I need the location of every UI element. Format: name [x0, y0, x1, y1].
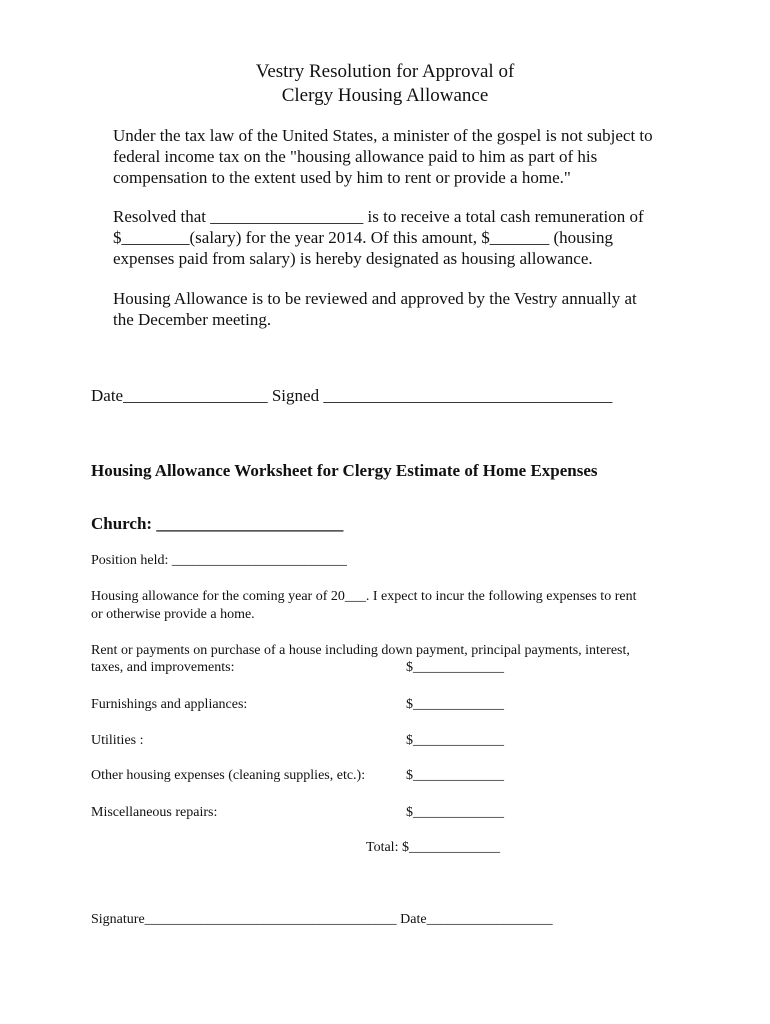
expense-amount-field[interactable]: $_____________ [406, 660, 504, 675]
review-line-1: Housing Allowance is to be reviewed and approved by the Vestry annually at [113, 289, 637, 308]
intro-line-1: Under the tax law of the United States, a minister of the gospel is not subject to [113, 126, 653, 145]
expense-amount-field[interactable]: $_____________ [406, 768, 504, 783]
expense-amount-field[interactable]: $_____________ [406, 697, 504, 712]
intro-line-2: federal income tax on the "housing allowance paid to him as part of his [113, 147, 598, 166]
intro-line-3: compensation to the extent used by him to rent or provide a home." [113, 168, 571, 187]
rent-line-1: Rent or payments on purchase of a house including down payment, principal payments, interest, [91, 643, 630, 658]
resolved-line-3: expenses paid from salary) is hereby designated as housing allowance. [113, 249, 593, 268]
church-field[interactable]: Church: ______________________ [91, 514, 344, 533]
resolved-line-1: Resolved that __________________ is to receive a total cash remuneration of [113, 207, 644, 226]
worksheet-heading: Housing Allowance Worksheet for Clergy Estimate of Home Expenses [91, 461, 598, 480]
title-line-2: Clergy Housing Allowance [281, 85, 489, 106]
review-line-2: the December meeting. [113, 310, 272, 329]
expense-label: Utilities : [91, 733, 144, 748]
expense-label: Other housing expenses (cleaning supplies, etc.): [91, 768, 366, 783]
signature-date-line[interactable]: Signature____________________________________ Date__________________ [91, 912, 553, 927]
expense-label: taxes, and improvements: [91, 660, 235, 675]
total-field[interactable]: Total: $_____________ [366, 840, 500, 855]
worksheet-intro-line-1: Housing allowance for the coming year of 20___. I expect to incur the following expenses to rent [91, 589, 637, 604]
date-signed-line[interactable]: Date_________________ Signed __________________________________ [91, 386, 613, 405]
expense-label: Furnishings and appliances: [91, 697, 248, 712]
resolved-line-2: $________(salary) for the year 2014. Of this amount, $_______ (housing [113, 228, 613, 247]
expense-amount-field[interactable]: $_____________ [406, 805, 504, 820]
title-line-1: Vestry Resolution for Approval of [255, 61, 515, 82]
position-held-field[interactable]: Position held: _________________________ [91, 553, 347, 568]
worksheet-intro-line-2: or otherwise provide a home. [91, 607, 255, 622]
expense-label: Miscellaneous repairs: [91, 805, 218, 820]
expense-amount-field[interactable]: $_____________ [406, 733, 504, 748]
